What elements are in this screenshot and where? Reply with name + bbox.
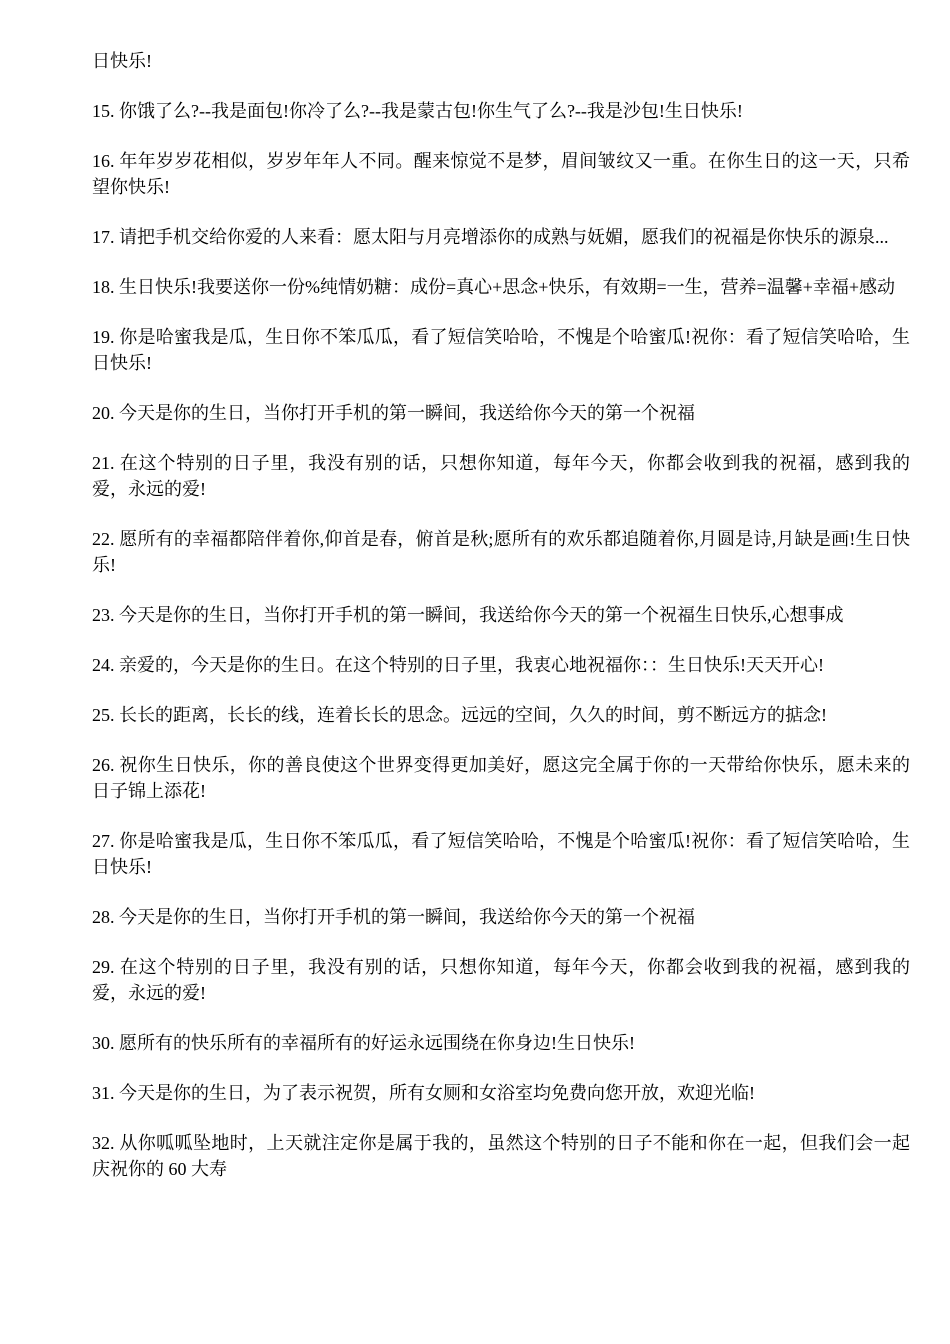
- document-body: [92, 48, 910, 1206]
- paragraph-22: 22. 愿所有的幸福都陪伴着你,仰首是春，俯首是秋;愿所有的欢乐都追随着你,月圆是诗,月缺是画!生日快乐!: [92, 529, 910, 575]
- paragraph-27: 27. 你是哈蜜我是瓜，生日你不笨瓜瓜，看了短信笑哈哈，不愧是个哈蜜瓜!祝你：看了短信笑哈哈，生日快乐!: [92, 831, 910, 877]
- paragraph-23: 23. 今天是你的生日，当你打开手机的第一瞬间，我送给你今天的第一个祝福生日快乐,心想事成: [92, 605, 844, 625]
- paragraph-continuation: 日快乐!: [92, 51, 152, 71]
- paragraph-15: 15. 你饿了么?--我是面包!你冷了么?--我是蒙古包!你生气了么?--我是沙包!生日快乐!: [92, 101, 743, 121]
- paragraph-19: 19. 你是哈蜜我是瓜，生日你不笨瓜瓜，看了短信笑哈哈，不愧是个哈蜜瓜!祝你：看了短信笑哈哈，生日快乐!: [92, 327, 910, 373]
- paragraph-21: 21. 在这个特别的日子里，我没有别的话，只想你知道，每年今天，你都会收到我的祝福，感到我的爱，永远的爱!: [92, 453, 910, 499]
- paragraph-25: 25. 长长的距离，长长的线，连着长长的思念。远远的空间，久久的时间，剪不断远方的掂念!: [92, 705, 827, 725]
- paragraph-31: 31. 今天是你的生日，为了表示祝贺，所有女厕和女浴室均免费向您开放，欢迎光临!: [92, 1083, 755, 1103]
- paragraph-18: 18. 生日快乐!我要送你一份%纯情奶糖：成份=真心+思念+快乐，有效期=一生，营养=温馨+幸福+感动: [92, 277, 896, 297]
- paragraph-17: 17. 请把手机交给你爱的人来看：愿太阳与月亮增添你的成熟与妩媚，愿我们的祝福是你快乐的源泉...: [92, 227, 889, 247]
- paragraph-16: 16. 年年岁岁花相似，岁岁年年人不同。醒来惊觉不是梦，眉间皱纹又一重。在你生日的这一天，只希望你快乐!: [92, 151, 910, 197]
- paragraph-24: 24. 亲爱的，今天是你的生日。在这个特别的日子里，我衷心地祝福你：：生日快乐!天天开心!: [92, 655, 824, 675]
- paragraph-26: 26. 祝你生日快乐，你的善良使这个世界变得更加美好，愿这完全属于你的一天带给你快乐，愿未来的日子锦上添花!: [92, 755, 910, 801]
- paragraph-32: 32. 从你呱呱坠地时，上天就注定你是属于我的，虽然这个特别的日子不能和你在一起，但我们会一起庆祝你的 60 大寿: [92, 1133, 910, 1179]
- paragraph-28: 28. 今天是你的生日，当你打开手机的第一瞬间，我送给你今天的第一个祝福: [92, 907, 695, 927]
- paragraph-29: 29. 在这个特别的日子里，我没有别的话，只想你知道，每年今天，你都会收到我的祝福，感到我的爱，永远的爱!: [92, 957, 910, 1003]
- paragraph-20: 20. 今天是你的生日，当你打开手机的第一瞬间，我送给你今天的第一个祝福: [92, 403, 695, 423]
- paragraph-30: 30. 愿所有的快乐所有的幸福所有的好运永远围绕在你身边!生日快乐!: [92, 1033, 635, 1053]
